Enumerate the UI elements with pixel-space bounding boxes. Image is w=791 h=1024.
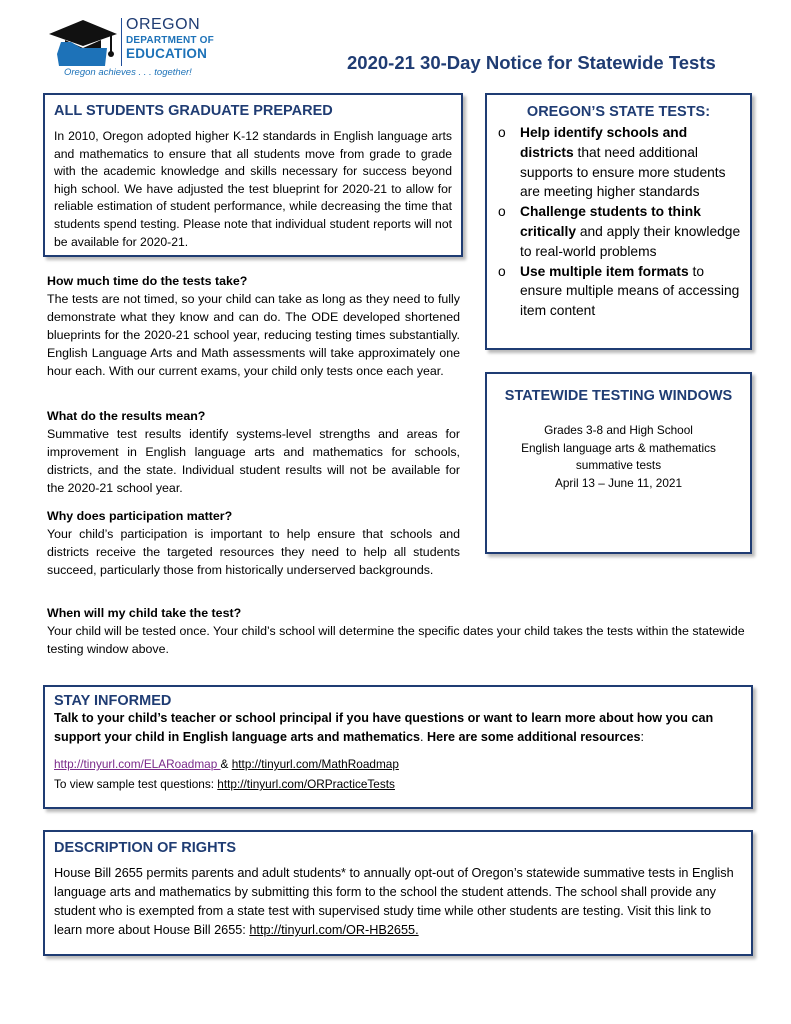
logo-tagline: Oregon achieves . . . together! xyxy=(64,67,192,78)
list-item-bold: Challenge students to think critically xyxy=(520,204,701,239)
logo-divider xyxy=(121,18,122,66)
list-item-text: and apply their knowledge to real-world problems xyxy=(520,223,741,259)
faq-question: When will my child take the test? xyxy=(47,606,242,620)
testing-windows-box xyxy=(485,372,752,554)
list-item-text: that need additional supports to ensure more students are meeting higher standards xyxy=(520,144,726,200)
links-ampersand: & xyxy=(220,757,232,771)
rights-heading: DESCRIPTION OF RIGHTS xyxy=(54,840,237,856)
list-item xyxy=(495,202,742,261)
faq-answer: The tests are not timed, so your child can take as long as they need to fully demonstrate what they know and can do. The ODE developed shortened blueprints for the 2020-21 school year, reducing testing times substantially. English Language Arts and Math assessments will take approximately one hour each. With our current exams, your child only tests once each year. xyxy=(47,292,460,378)
testing-windows-line: English language arts & mathematics xyxy=(521,440,716,455)
practice-tests-link[interactable]: http://tinyurl.com/ORPracticeTests xyxy=(217,777,395,791)
ela-roadmap-link[interactable]: http://tinyurl.com/ELARoadmap xyxy=(54,757,221,771)
ode-logo xyxy=(47,16,222,80)
faq-answer: Your child’s participation is important to help ensure that schools and districts receive the targeted resources they need to help all students succeed, particularly those from historically underserved backgrounds. xyxy=(47,527,460,577)
testing-windows-line: Grades 3-8 and High School xyxy=(544,423,693,437)
stay-informed-resources-text: Here are some additional resources xyxy=(426,730,641,744)
bullet-icon: o xyxy=(498,204,506,220)
faq-results xyxy=(47,407,460,497)
testing-windows-heading: STATEWIDE TESTING WINDOWS xyxy=(504,388,733,404)
lead-colon: : xyxy=(640,730,644,744)
stay-informed-lead xyxy=(54,709,742,747)
faq-question: How much time do the tests take? xyxy=(47,274,248,288)
hb2655-link[interactable]: http://tinyurl.com/OR-HB2655. xyxy=(249,923,419,937)
stay-informed-box xyxy=(43,685,753,809)
faq-when xyxy=(47,604,747,658)
resource-links xyxy=(54,754,742,794)
faq-answer: Summative test results identify systems-level strengths and areas for improvement in English language arts and mathematics for schools, districts, and the state. Individual student results will not be available for the 2020-21 school year. xyxy=(47,427,460,495)
rights-text xyxy=(54,864,742,940)
state-tests-box xyxy=(485,93,752,350)
stay-informed-heading: STAY INFORMED xyxy=(54,693,172,709)
rights-body: House Bill 2655 permits parents and adult students* to annually opt-out of Oregon’s statewide summative tests in English language arts and mathematics by submitting this form to the school the student attends. The school shall provide any student who is exempted from a state test with supervised study time while other students are testing. Visit this link to learn more about House Bill 2655: xyxy=(54,866,734,937)
sample-questions-label: To view sample test questions: xyxy=(54,777,218,791)
graduation-cap-oregon-map-icon xyxy=(47,18,119,66)
list-item-bold: Help identify schools and districts xyxy=(520,125,688,160)
faq-participation xyxy=(47,507,460,579)
bullet-icon: o xyxy=(498,125,506,140)
graduate-prepared-heading: ALL STUDENTS GRADUATE PREPARED xyxy=(54,103,333,119)
state-tests-heading: OREGON’S STATE TESTS: xyxy=(526,104,711,120)
list-item xyxy=(495,123,742,202)
state-tests-list xyxy=(495,123,742,321)
rights-box xyxy=(43,830,753,956)
stay-informed-lead-text: Talk to your child’s teacher or school principal if you have questions or want to learn more about how you can support your child in English language arts and mathematics xyxy=(54,711,714,744)
list-item xyxy=(495,262,742,321)
math-roadmap-link[interactable]: http://tinyurl.com/MathRoadmap xyxy=(231,757,399,771)
document-title: 2020-21 30-Day Notice for Statewide Tests xyxy=(347,52,716,73)
faq-time xyxy=(47,272,460,380)
list-item-bold: Use multiple item formats xyxy=(520,263,689,279)
logo-department: DEPARTMENT OF xyxy=(126,35,214,46)
graduate-prepared-box xyxy=(43,93,463,257)
list-item-text: to ensure multiple means of accessing item content xyxy=(520,263,740,319)
lead-separator: . xyxy=(419,730,427,744)
testing-windows-line: summative tests xyxy=(575,458,662,472)
faq-question: Why does participation matter? xyxy=(47,509,233,523)
testing-windows-dates: April 13 – June 11, 2021 xyxy=(554,475,683,490)
graduate-prepared-text: In 2010, Oregon adopted higher K-12 standards in English language arts and mathematics to ensure that all students move from grade to grade with the academic knowledge and skills necessary for success beyond high school. We have adjusted the test blueprint for 2020-21 to allow for reliable estimation of student performance, while decreasing the time that students spend testing. Please note that individual student reports will not be available for 2020-21. xyxy=(54,129,452,249)
bullet-icon: o xyxy=(498,263,506,279)
faq-question: What do the results mean? xyxy=(47,409,206,423)
logo-education: EDUCATION xyxy=(126,46,208,61)
logo-oregon: OREGON xyxy=(126,16,201,33)
faq-answer: Your child will be tested once. Your child’s school will determine the specific dates your child takes the tests within the statewide testing window above. xyxy=(47,624,745,656)
